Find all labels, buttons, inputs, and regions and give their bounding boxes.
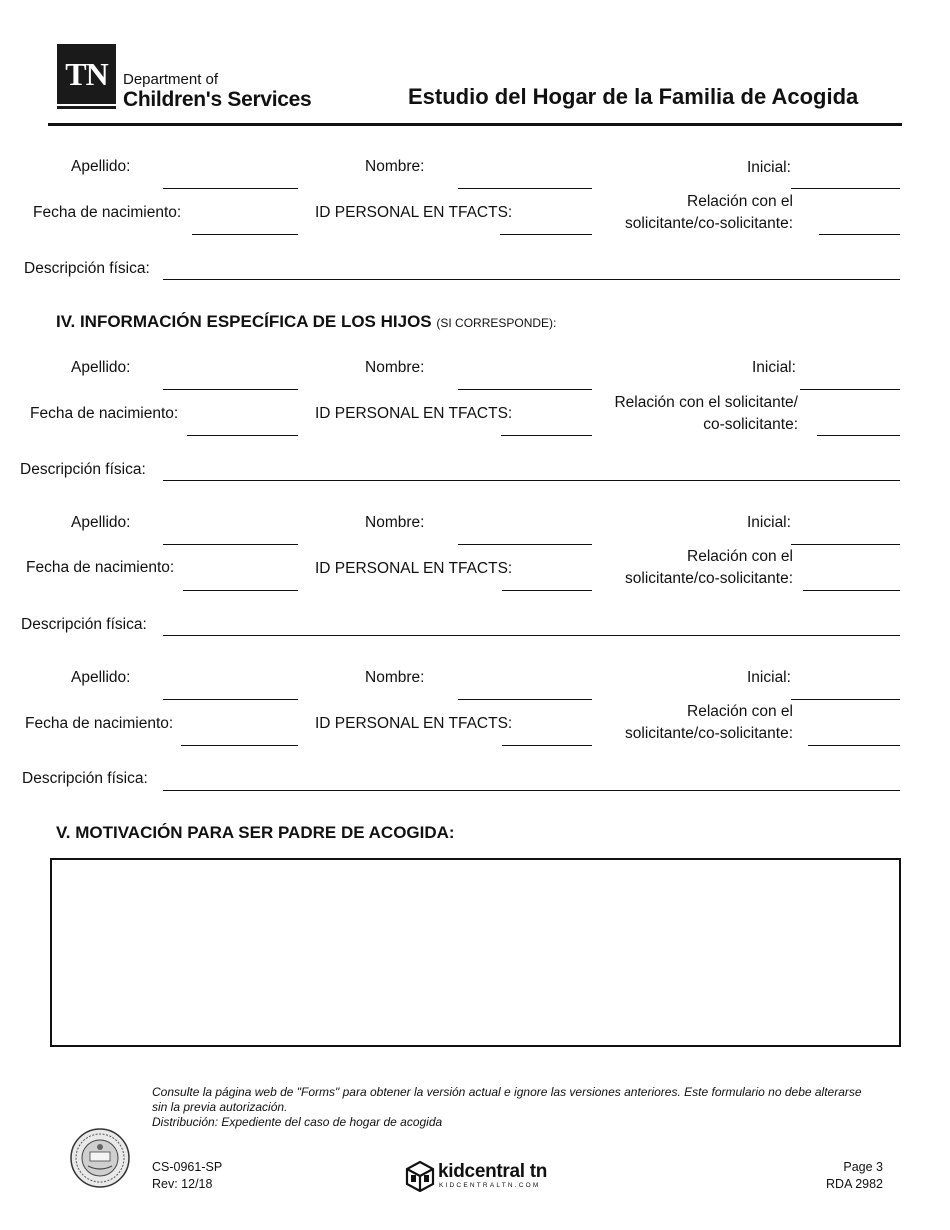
child-1-descripcion-label: Descripción física: bbox=[20, 461, 146, 478]
footer-note-line1: Consulte la página web de "Forms" para obtener la versión actual e ignore las versiones anteriores. Este formulario no debe alterarse bbox=[152, 1085, 862, 1099]
fecha-nacimiento-label: Fecha de nacimiento: bbox=[33, 204, 182, 221]
child-3-descripcion-field[interactable] bbox=[163, 770, 900, 791]
child-3-id-field[interactable] bbox=[502, 725, 592, 746]
descripcion-field[interactable] bbox=[163, 259, 900, 280]
header-rule bbox=[48, 123, 902, 126]
department-logo bbox=[57, 44, 327, 112]
relacion-field[interactable] bbox=[819, 214, 900, 235]
tn-logo-box: TN bbox=[57, 44, 116, 104]
logo-underline bbox=[57, 106, 116, 109]
relacion-label bbox=[600, 191, 793, 235]
child-1-relacion-label bbox=[598, 392, 798, 436]
child-3-fecha-label: Fecha de nacimiento: bbox=[25, 715, 174, 732]
child-2-apellido-field[interactable] bbox=[163, 524, 298, 545]
child-1-id-field[interactable] bbox=[501, 415, 592, 436]
child-2-relacion-label bbox=[600, 546, 793, 590]
child-3-fecha-field[interactable] bbox=[181, 725, 298, 746]
child-1-relacion-line1: Relación con el solicitante/ bbox=[614, 394, 798, 411]
child-3-id-label: ID PERSONAL EN TFACTS: bbox=[315, 715, 513, 732]
logo-name-text: Children's Services bbox=[123, 88, 312, 111]
descripcion-label: Descripción física: bbox=[24, 260, 150, 277]
child-3-inicial-label: Inicial: bbox=[747, 669, 791, 686]
inicial-label: Inicial: bbox=[747, 159, 791, 176]
child-1-apellido-field[interactable] bbox=[163, 369, 298, 390]
footer-note-line2: sin la previa autorización. bbox=[152, 1100, 288, 1114]
nombre-label: Nombre: bbox=[365, 158, 425, 175]
id-tfacts-field[interactable] bbox=[500, 214, 592, 235]
state-seal-icon bbox=[70, 1128, 130, 1188]
child-2-inicial-label: Inicial: bbox=[747, 514, 791, 531]
motivation-textbox[interactable] bbox=[50, 858, 901, 1047]
section-iv-note: (SI CORRESPONDE): bbox=[436, 316, 557, 330]
child-2-nombre-field[interactable] bbox=[458, 524, 592, 545]
child-2-inicial-field[interactable] bbox=[791, 524, 900, 545]
child-1-nombre-field[interactable] bbox=[458, 369, 592, 390]
child-2-fecha-label: Fecha de nacimiento: bbox=[26, 559, 175, 576]
child-2-nombre-label: Nombre: bbox=[365, 514, 425, 531]
rda-number: RDA 2982 bbox=[826, 1177, 883, 1191]
child-1-relacion-line2: co-solicitante: bbox=[703, 416, 798, 433]
kidcentral-logo bbox=[405, 1160, 550, 1192]
child-3-nombre-label: Nombre: bbox=[365, 669, 425, 686]
child-3-relacion-line2: solicitante/co-solicitante: bbox=[625, 725, 793, 742]
child-3-apellido-label: Apellido: bbox=[71, 669, 131, 686]
child-3-nombre-field[interactable] bbox=[458, 679, 592, 700]
child-2-id-field[interactable] bbox=[502, 570, 592, 591]
child-3-apellido-field[interactable] bbox=[163, 679, 298, 700]
kidcentral-cube-icon bbox=[405, 1160, 435, 1192]
page-title: Estudio del Hogar de la Familia de Acogida bbox=[408, 84, 859, 109]
page-number: Page 3 bbox=[843, 1160, 883, 1174]
section-iv-heading: IV. INFORMACIÓN ESPECÍFICA DE LOS HIJOS bbox=[56, 312, 432, 331]
relacion-label-line1: Relación con el bbox=[687, 193, 793, 210]
child-3-descripcion-label: Descripción física: bbox=[22, 770, 148, 787]
child-1-inicial-label: Inicial: bbox=[752, 359, 796, 376]
child-2-fecha-field[interactable] bbox=[183, 570, 298, 591]
section-iv-title bbox=[56, 312, 556, 332]
relacion-label-line2: solicitante/co-solicitante: bbox=[625, 215, 793, 232]
fecha-nacimiento-field[interactable] bbox=[192, 214, 298, 235]
child-1-fecha-field[interactable] bbox=[187, 415, 298, 436]
child-2-id-label: ID PERSONAL EN TFACTS: bbox=[315, 560, 513, 577]
kidcentral-url: KIDCENTRALTN.COM bbox=[439, 1182, 541, 1189]
child-3-relacion-field[interactable] bbox=[808, 725, 900, 746]
apellido-label: Apellido: bbox=[71, 158, 131, 175]
child-2-apellido-label: Apellido: bbox=[71, 514, 131, 531]
child-1-descripcion-field[interactable] bbox=[163, 460, 900, 481]
child-1-apellido-label: Apellido: bbox=[71, 359, 131, 376]
footer-note bbox=[152, 1085, 872, 1130]
child-3-relacion-label bbox=[600, 701, 793, 745]
child-2-relacion-field[interactable] bbox=[803, 570, 900, 591]
logo-dept-text: Department of bbox=[123, 71, 219, 88]
child-2-descripcion-label: Descripción física: bbox=[21, 616, 147, 633]
section-v-title: V. MOTIVACIÓN PARA SER PADRE DE ACOGIDA: bbox=[56, 823, 455, 842]
inicial-field[interactable] bbox=[791, 168, 900, 189]
child-1-nombre-label: Nombre: bbox=[365, 359, 425, 376]
apellido-field[interactable] bbox=[163, 168, 298, 189]
footer-note-line3: Distribución: Expediente del caso de hogar de acogida bbox=[152, 1115, 443, 1129]
child-2-descripcion-field[interactable] bbox=[163, 615, 900, 636]
child-2-relacion-line1: Relación con el bbox=[687, 548, 793, 565]
child-1-inicial-field[interactable] bbox=[800, 369, 900, 390]
child-3-inicial-field[interactable] bbox=[791, 679, 900, 700]
child-2-relacion-line2: solicitante/co-solicitante: bbox=[625, 570, 793, 587]
child-1-fecha-label: Fecha de nacimiento: bbox=[30, 405, 179, 422]
kidcentral-wordmark: kidcentral tn bbox=[438, 1161, 548, 1182]
child-3-relacion-line1: Relación con el bbox=[687, 703, 793, 720]
child-1-relacion-field[interactable] bbox=[817, 415, 900, 436]
form-code: CS-0961-SP bbox=[152, 1160, 223, 1174]
nombre-field[interactable] bbox=[458, 168, 592, 189]
id-tfacts-label: ID PERSONAL EN TFACTS: bbox=[315, 204, 513, 221]
form-rev: Rev: 12/18 bbox=[152, 1177, 213, 1191]
child-1-id-label: ID PERSONAL EN TFACTS: bbox=[315, 405, 513, 422]
